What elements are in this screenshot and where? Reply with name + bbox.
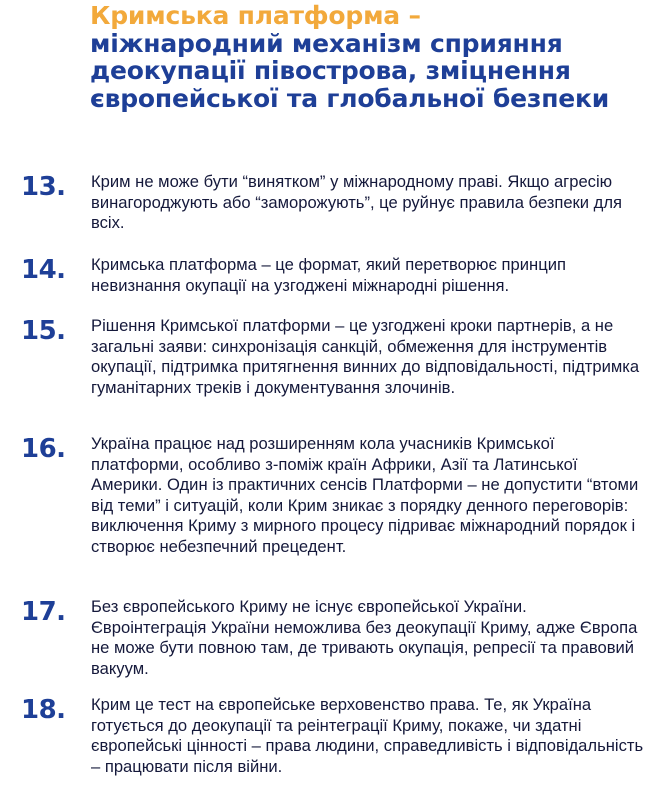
item-number: 17. — [21, 597, 66, 627]
title-accent: Кримська платформа – — [90, 1, 421, 30]
item-text: Кримська платформа – це формат, який перетворює принцип невизнання окупації на узгоджені міжнародні рішення. — [91, 255, 566, 295]
item-text: Крим не може бути “винятком” у міжнародному праві. Якщо агресію винагороджують або “заморожують”, це руйнує правила безпеки для всіх. — [91, 172, 623, 233]
item-number: 18. — [21, 695, 66, 725]
item-number: 13. — [21, 172, 66, 202]
item-number: 16. — [21, 434, 66, 464]
title-main: міжнародний механізм сприяння деокупації півострова, зміцнення європейської та глобальної безпеки — [90, 28, 610, 113]
item-number: 14. — [21, 255, 66, 285]
item-text: Крим це тест на європейське верховенство права. Те, як Україна готується до деокупації та реінтеграції Криму, покаже, чи здатні європейські цінності – права людини, справедливість і відповідальність – працювати після війни. — [91, 695, 644, 776]
page-title — [90, 2, 650, 112]
item-text: Україна працює над розширенням кола учасників Кримської платформи, особливо з-поміж країн Африки, Азії та Латинської Америки. Один із практичних сенсів Платформи – не допустити “втоми від теми” і ситуацій, коли Крим зникає з порядку денного переговорів: виключення Криму з мирного процесу підриває міжнародний порядок і створює небезпечний прецедент. — [91, 434, 639, 556]
item-text: Без європейського Криму не існує європейської України. Євроінтеграція України неможлива без деокупації Криму, адже Європа не може бути повною там, де тривають окупація, репресії та правовий вакуум. — [91, 597, 638, 678]
item-number: 15. — [21, 316, 66, 346]
item-text: Рішення Кримської платформи – це узгоджені кроки партнерів, а не загальні заяви: синхронізація санкцій, обмеження для інструментів окупації, підтримка притягнення винних до відповідальності, підтримка гуманітарних треків і документування злочинів. — [91, 316, 640, 397]
